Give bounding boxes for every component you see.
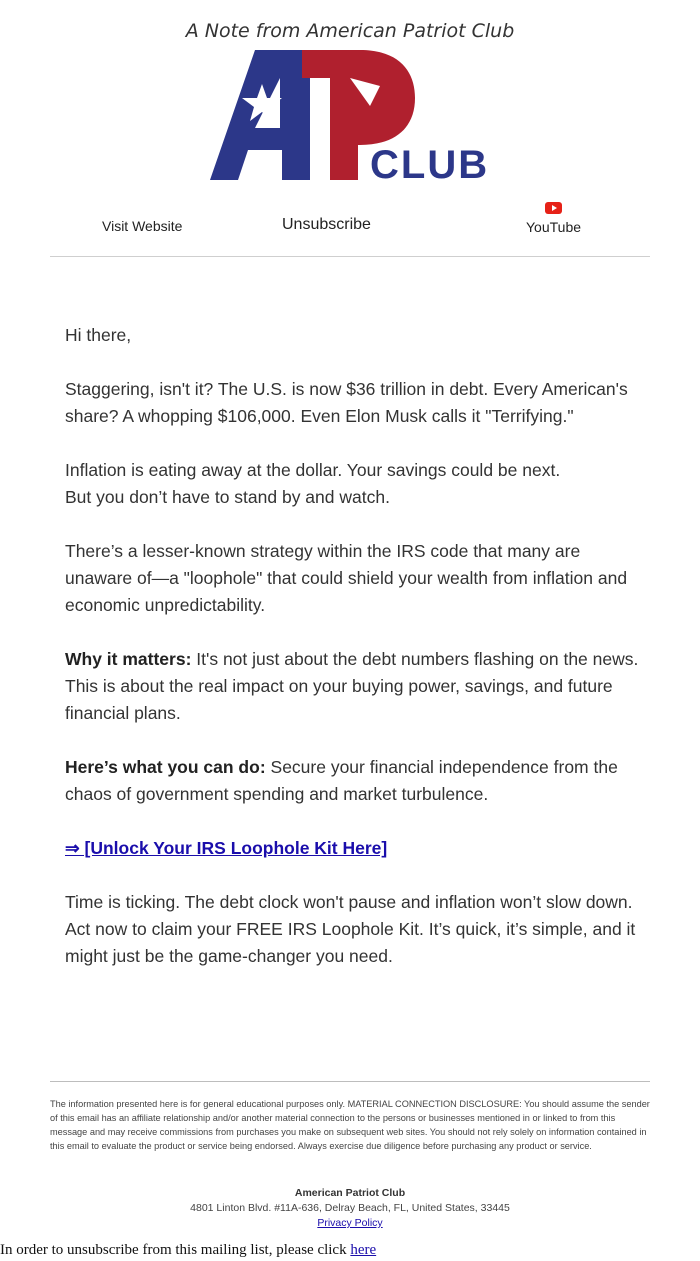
paragraph-time-ticking: Time is ticking. The debt clock won't pause and inflation won’t slow down. Act now to claim your FREE IRS Loophole Kit. It’s quick, it’s simple, and it might just be the game-changer you need. bbox=[65, 892, 636, 966]
paragraph-debt: Staggering, isn't it? The U.S. is now $36 trillion in debt. Every American's share? A whopping $106,000. Even Elon Musk calls it "Terrifying." bbox=[65, 379, 628, 426]
disclaimer-text: The information presented here is for general educational purposes only. MATERIAL CONNECTION DISCLOSURE: You should assume the sender of this email has an affiliate relationship and/or another material connection to the persons or businesses mentioned in or linked to from this message and may receive commissions from purchases you make on subsequent web sites. You should not rely solely on information contained in this email to evaluate the product or service being endorsed. Always exercise due diligence before purchasing any product or service. bbox=[50, 1099, 650, 1151]
paragraph-inflation: Inflation is eating away at the dollar. Your savings could be next. But you don’t have to stand by and watch. bbox=[65, 460, 561, 507]
email-body bbox=[65, 322, 640, 997]
header-divider bbox=[50, 256, 650, 257]
footer bbox=[0, 1186, 700, 1231]
footer-org-name: American Patriot Club bbox=[294, 1187, 406, 1199]
unsubscribe-line: In order to unsubscribe from this mailing list, please click here bbox=[0, 1242, 377, 1258]
logo-letter-a bbox=[210, 50, 310, 180]
greeting: Hi there, bbox=[65, 325, 132, 345]
paragraph-loophole: There’s a lesser-known strategy within the IRS code that many are unaware of—a "loophole" that could shield your wealth from inflation and economic unpredictability. bbox=[65, 541, 628, 615]
visit-website-link[interactable]: Visit Website bbox=[102, 218, 183, 234]
top-nav bbox=[0, 200, 700, 250]
privacy-policy-link[interactable]: Privacy Policy bbox=[317, 1217, 383, 1229]
youtube-link[interactable]: YouTube bbox=[526, 219, 582, 235]
unsubscribe-link[interactable]: Unsubscribe bbox=[282, 216, 371, 233]
footer-divider bbox=[50, 1081, 650, 1082]
footer-address: 4801 Linton Blvd. #11A-636, Delray Beach, FL, United States, 33445 bbox=[190, 1202, 510, 1214]
logo-word-club: CLUB bbox=[370, 143, 490, 185]
cta-paragraph bbox=[65, 835, 640, 862]
paragraph-what-you-can-do: Here’s what you can do: Secure your financial independence from the chaos of government spending and market turbulence. bbox=[65, 757, 618, 804]
paragraph-why-it-matters: Why it matters: It's not just about the debt numbers flashing on the news. This is about the real impact on your buying power, savings, and future financial plans. bbox=[65, 649, 639, 723]
header-note: A Note from American Patriot Club bbox=[185, 20, 515, 42]
unlock-loophole-kit-link[interactable]: ⇒ [Unlock Your IRS Loophole Kit Here] bbox=[65, 838, 388, 858]
unsubscribe-here-link[interactable]: here bbox=[350, 1242, 377, 1258]
youtube-play-icon[interactable] bbox=[545, 202, 562, 214]
ap-club-logo bbox=[210, 50, 495, 185]
